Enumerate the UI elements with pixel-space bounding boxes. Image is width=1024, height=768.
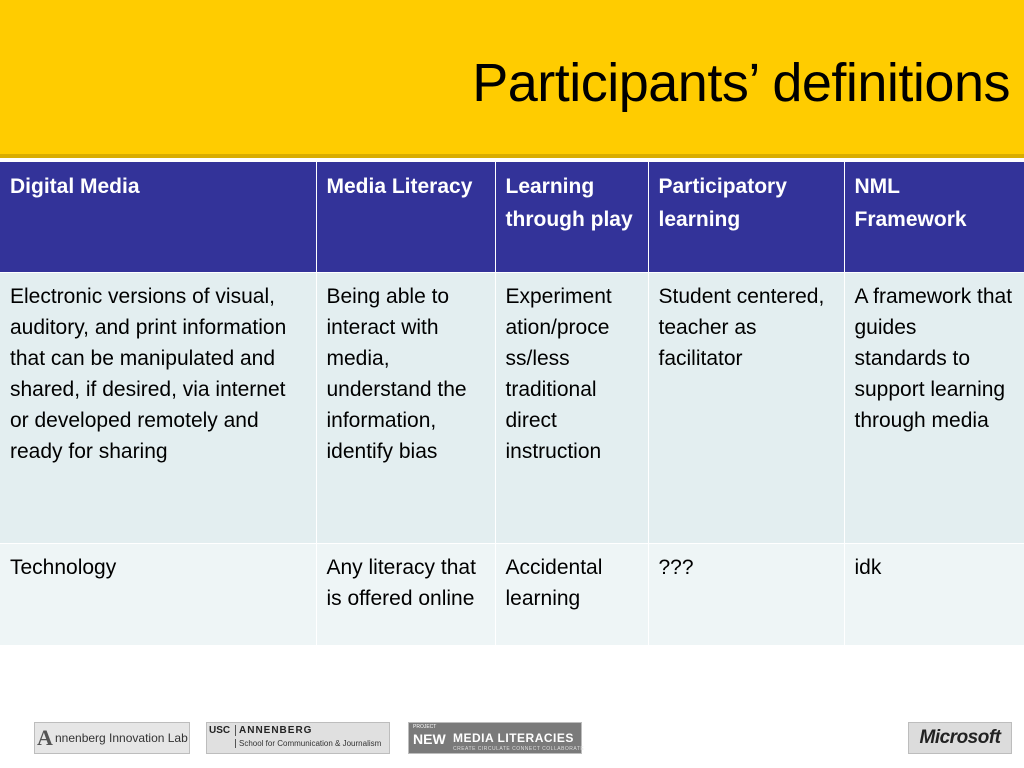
nml-media-label: MEDIA LITERACIES (453, 731, 574, 745)
title-divider (0, 154, 1024, 158)
table-cell: ??? (648, 544, 844, 646)
footer-logos (0, 718, 1024, 758)
table-cell: Electronic versions of visual, auditory, and print information that can be manipulated and shared, if desired, via internet or developed remotely and ready for sharing (0, 273, 316, 544)
table-row (0, 544, 1024, 646)
header-media-literacy: Media Literacy (316, 162, 495, 273)
table-row (0, 273, 1024, 544)
usc-annenberg-logo (206, 722, 390, 754)
header-nml-framework: NML Framework (844, 162, 1024, 273)
annenberg-a-icon: A (37, 725, 53, 750)
table-header-row (0, 162, 1024, 273)
page-title: Participants’ definitions (472, 53, 1010, 113)
usc-label: USC (209, 725, 231, 736)
usc-annenberg-label: ANNENBERG (235, 725, 312, 736)
title-band (0, 0, 1024, 158)
new-media-literacies-logo (408, 722, 585, 754)
table-cell: idk (844, 544, 1024, 646)
nml-tagline: CREATE CIRCULATE CONNECT COLLABORATE (453, 746, 585, 752)
table-cell: Being able to interact with media, understand the information, identify bias (316, 273, 495, 544)
table-cell: A framework that guides standards to support learning through media (844, 273, 1024, 544)
table-cell: Experiment ation/proce ss/less traditional direct instruction (495, 273, 648, 544)
table-cell: Technology (0, 544, 316, 646)
definitions-table (0, 162, 1024, 646)
table-cell: Student centered, teacher as facilitator (648, 273, 844, 544)
nml-project-label: PROJECT (413, 724, 437, 730)
microsoft-logo: Microsoft (908, 722, 1012, 754)
table-cell: Accidental learning (495, 544, 648, 646)
annenberg-innovation-lab-logo (34, 722, 190, 754)
table-cell: Any literacy that is offered online (316, 544, 495, 646)
header-participatory-learning: Participatory learning (648, 162, 844, 273)
usc-school-label: School for Communication & Journalism (235, 739, 381, 748)
nml-new-label: NEW (413, 731, 446, 747)
annenberg-lab-label: nnenberg Innovation Lab (55, 731, 188, 745)
header-digital-media: Digital Media (0, 162, 316, 273)
header-learning-through-play: Learning through play (495, 162, 648, 273)
